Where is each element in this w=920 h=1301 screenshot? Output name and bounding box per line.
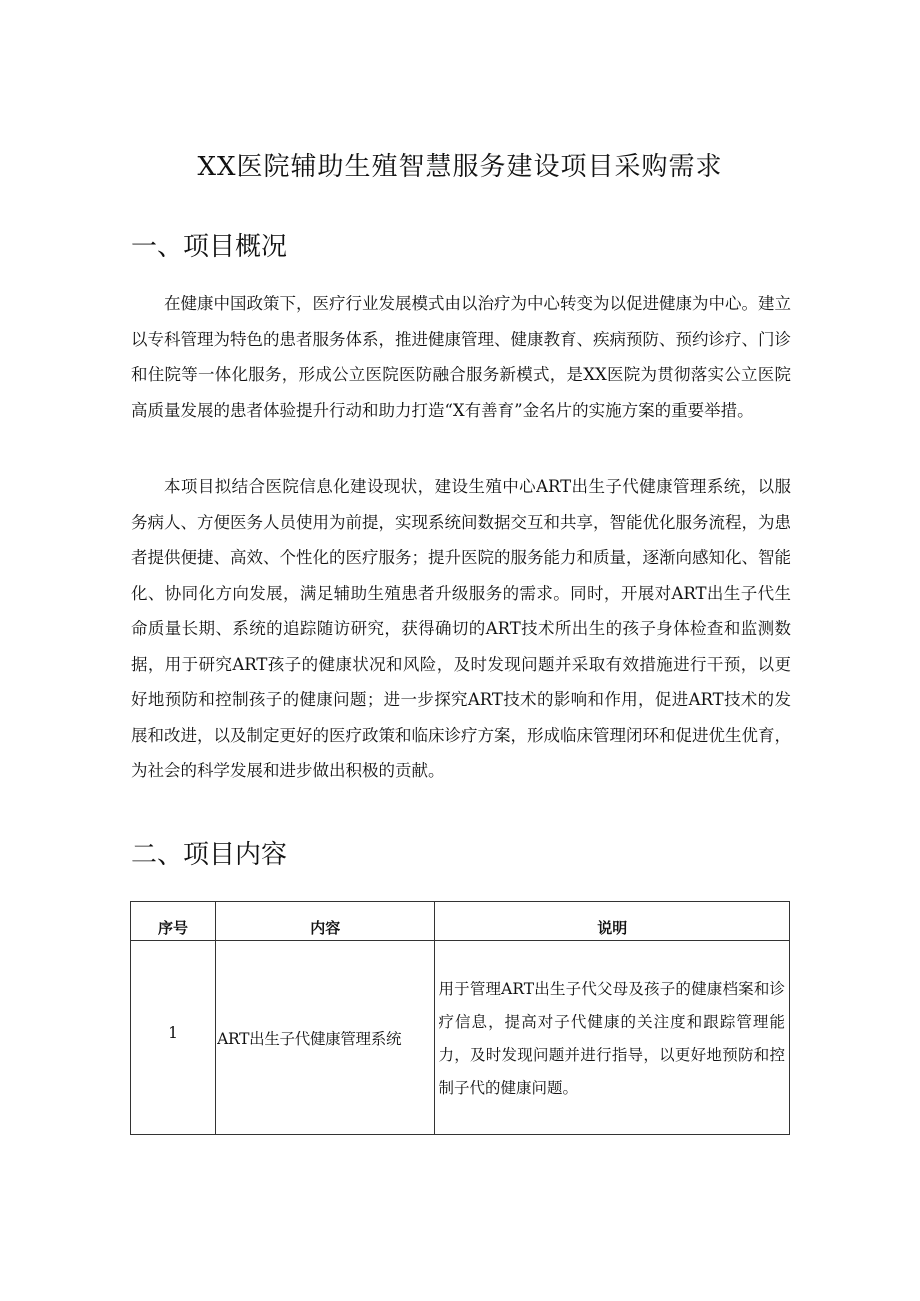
table-cell-number: 1 [131, 941, 216, 1135]
project-content-table [130, 901, 790, 1135]
table-header-content: 内容 [216, 902, 435, 941]
table-header-description: 说明 [435, 902, 790, 941]
document-title: XX医院辅助生殖智慧服务建设项目采购需求 [197, 152, 723, 182]
table-header-row [131, 902, 790, 941]
overview-paragraph-2: 本项目拟结合医院信息化建设现状，建设生殖中心ART出生子代健康管理系统，以服务病人、方便医务人员使用为前提，实现系统间数据交互和共享，智能优化服务流程，为患者提供便捷、高效、个性化的医疗服务；提升医院的服务能力和质量，逐渐向感知化、智能化、协同化方向发展，满足辅助生殖患者升级服务的需求。同时，开展对ART出生子代生命质量长期、系统的追踪随访研究，获得确切的ART技术所出生的孩子身体检查和监测数据，用于研究ART孩子的健康状况和风险，及时发现问题并采取有效措施进行干预，以更好地预防和控制孩子的健康问题；进一步探究ART技术的影响和作用，促进ART技术的发展和改进，以及制定更好的医疗政策和临床诊疗方案，形成临床管理闭环和促进优生优育，为社会的科学发展和进步做出积极的贡献。 [131, 477, 791, 780]
section-heading-content: 二、项目内容 [131, 840, 288, 870]
table-row [131, 941, 790, 1135]
table-cell-description: 用于管理ART出生子代父母及孩子的健康档案和诊疗信息，提高对子代健康的关注度和跟踪管理能力，及时发现问题并进行指导，以更好地预防和控制子代的健康问题。 [435, 941, 790, 1135]
overview-paragraph-1: 在健康中国政策下，医疗行业发展模式由以治疗为中心转变为以促进健康为中心。建立以专科管理为特色的患者服务体系，推进健康管理、健康教育、疾病预防、预约诊疗、门诊和住院等一体化服务，形成公立医院医防融合服务新模式，是XX医院为贯彻落实公立医院高质量发展的患者体验提升行动和助力打造“X有善育”金名片的实施方案的重要举措。 [131, 294, 791, 420]
table-header-number: 序号 [131, 902, 216, 941]
table-cell-content: ART出生子代健康管理系统 [216, 941, 435, 1135]
section-heading-overview: 一、项目概况 [131, 232, 288, 262]
